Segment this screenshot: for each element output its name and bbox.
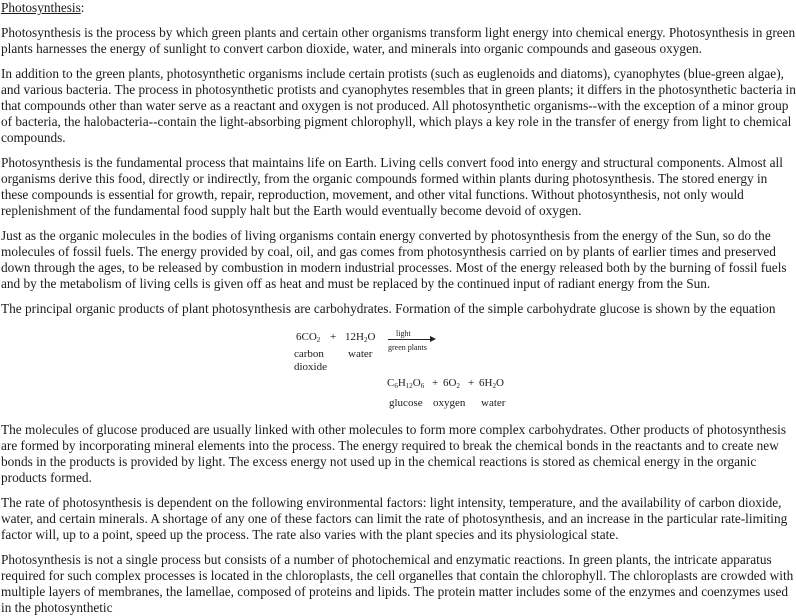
paragraph-glucose: The molecules of glucose produced are usually linked with other molecules to form more complex carbohydrates. Other products of photosynthesis are formed by incorporating mineral elements into the process. The energy required to break the chemical bonds in the reactants and to create new bonds in the products is provided by light. The excess energy not used up in the chemical reactions is stored as chemical energy in the organic products formed.	[1, 422, 787, 485]
arrow-label-light: light	[396, 329, 411, 338]
water-tail: O	[495, 377, 504, 389]
paragraph-importance: Photosynthesis is the fundamental process that maintains life on Earth. Living cells convert food into energy and structural components. Almost all organisms derive this food, directly or indirectly, from the organic compounds formed within plants during photosynthesis. The stored energy in these compounds is essential for growth, repair, reproduction, movement, and other vital functions. Without photosynthesis, not only would replenishment of the fundamental food supply halt but the Earth would eventually become devoid of oxygen.	[1, 155, 783, 218]
arrow-head-icon	[430, 336, 436, 342]
paragraph-fossil-fuels: Just as the organic molecules in the bodies of living organisms contain energy converted by photosynthesis from the energy of the Sun, so do the molecules of fossil fuels. The energy provided by coal, oil, and gas comes from photosynthesis carried on by plants of earlier times and preserved down through the ages, to be released by combustion in modern industrial processes. Most of the energy released both by the burning of fossil fuels and by the metabolism of living cells is given off as heat and must be replaced by the continued input of radiant energy from the Sun.	[1, 228, 787, 291]
product-water	[479, 377, 504, 393]
h2o-subscript: 2	[363, 336, 368, 344]
glucose-c: C	[387, 377, 395, 389]
co2-subscript: 2	[316, 336, 321, 344]
plus-sign-3: +	[468, 377, 475, 389]
o2-formula: 6O	[443, 377, 457, 389]
label-water-reactant: water	[348, 348, 373, 360]
product-oxygen	[443, 377, 460, 393]
glucose-h-sub: 12	[405, 382, 413, 390]
heading-title: Photosynthesis	[1, 0, 81, 15]
glucose-c-sub: 6	[394, 382, 398, 390]
reactant-co2	[296, 331, 320, 347]
h2o-tail: O	[367, 331, 376, 343]
arrow-label-green-plants: green plants	[388, 343, 427, 352]
h2o-formula: 12H	[345, 331, 364, 343]
water-subscript: 2	[492, 382, 496, 390]
plus-sign-2: +	[432, 377, 439, 389]
reaction-arrow	[388, 328, 436, 350]
page-heading	[1, 0, 796, 16]
water-formula: 6H	[479, 377, 493, 389]
paragraph-rate: The rate of photosynthesis is dependent on the following environmental factors: light intensity, temperature, and the availability of carbon dioxide, water, and certain minerals. A shortage of any one of these factors can limit the rate of photosynthesis, and an increase in the particular rate-limiting factor will, up to a point, speed up the process. The rate also varies with the plant species and its physiological state.	[1, 495, 788, 542]
product-glucose	[387, 377, 424, 393]
glucose-o: O	[412, 377, 421, 389]
paragraph-organisms: In addition to the green plants, photosynthetic organisms include certain protists (such as euglenoids and diatoms), cyanophytes (blue-green algae), and various bacteria. The process in photosynthetic protists and cyanophytes resembles that in green plants; it differs in the photosynthetic bacteria in that compounds other than water serve as a reactant and oxygen is not produced. All photosynthetic organisms--with the exception of a minor group of bacteria, the halobacteria--contain the light-absorbing pigment chlorophyll, which plays a key role in the transfer of energy from light to chemical compounds.	[1, 66, 796, 145]
heading-colon: :	[80, 0, 85, 15]
glucose-o-sub: 6	[420, 382, 425, 390]
plus-sign-1: +	[330, 331, 337, 343]
paragraph-definition: Photosynthesis is the process by which green plants and certain other organisms transform light energy into chemical energy. Photosynthesis in green plants harnesses the energy of sunlight to convert carbon dioxide, water, and minerals into organic compounds and gaseous oxygen.	[1, 25, 796, 56]
label-oxygen: oxygen	[433, 397, 466, 409]
label-water-product: water	[481, 397, 506, 409]
photosynthesis-equation	[1, 326, 796, 414]
label-glucose: glucose	[389, 397, 423, 409]
paragraph-products: The principal organic products of plant photosynthesis are carbohydrates. Formation of the simple carbohydrate glucose is shown by the equation	[1, 301, 776, 316]
co2-formula: 6CO	[296, 331, 317, 343]
paragraph-chloroplasts: Photosynthesis is not a single process but consists of a number of photochemical and enzymatic reactions. In green plants, the intricate apparatus required for such complex processes is located in the chloroplasts, the cell organelles that contain the chlorophyll. The chloroplasts are crowded with multiple layers of membranes, the lamellae, composed of proteins and lipids. The protein matter includes some of the enzymes and coenzymes used in the photosynthetic	[1, 552, 794, 615]
arrow-line	[388, 339, 432, 340]
label-dioxide: dioxide	[294, 361, 327, 373]
glucose-h: H	[397, 377, 406, 389]
o2-subscript: 2	[456, 382, 460, 390]
label-carbon: carbon	[294, 348, 324, 360]
reactant-h2o	[345, 331, 375, 347]
